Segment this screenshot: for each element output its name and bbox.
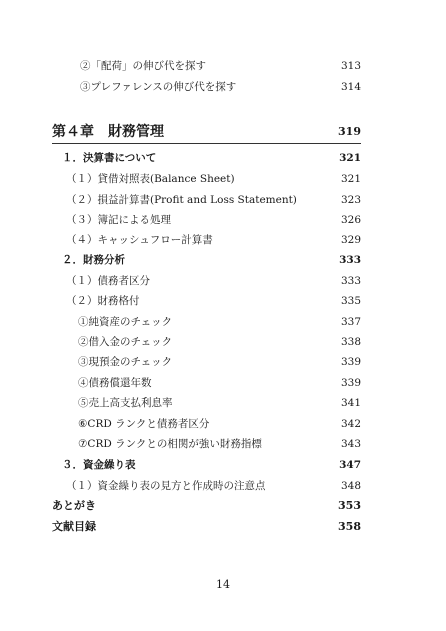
toc-entry [0, 394, 446, 412]
toc-entry-title: ③現預金のチェック [78, 356, 173, 368]
toc-entry [0, 272, 446, 290]
toc-entry-title: （１）債務者区分 [66, 275, 150, 287]
toc-entry-page: 341 [340, 397, 361, 409]
toc-entry-title: ②「配荷」の伸び代を探す [80, 60, 206, 72]
toc-entry [0, 313, 446, 331]
toc-entry [0, 78, 446, 96]
toc-entry-page: 358 [338, 520, 361, 533]
toc-entry [0, 415, 446, 433]
chapter-page: 319 [338, 125, 361, 138]
toc-entry-title: ⑦CRD ランクとの相関が強い財務指標 [78, 438, 262, 450]
toc-entry-page: 329 [340, 234, 361, 246]
toc-entry-title: ②借入金のチェック [78, 336, 173, 348]
toc-entry-title: ①純資産のチェック [78, 316, 173, 328]
toc-entry-title: 文献目録 [52, 520, 96, 533]
toc-entry-page: 353 [338, 499, 361, 512]
toc-entry-page: 313 [340, 60, 361, 72]
toc-section [0, 497, 446, 515]
toc-entry-title: （１）貸借対照表(Balance Sheet) [66, 173, 235, 185]
page-number: 14 [216, 578, 230, 591]
toc-entry [0, 191, 446, 209]
toc-section [0, 251, 446, 269]
toc-entry [0, 374, 446, 392]
toc-entry [0, 292, 446, 310]
toc-entry-page: 343 [340, 438, 361, 450]
toc-entry [0, 333, 446, 351]
toc-entry-title: （１）資金繰り表の見方と作成時の注意点 [66, 480, 266, 492]
toc-section [0, 456, 446, 474]
toc-entry-page: 314 [340, 81, 361, 93]
toc-entry-page: 339 [340, 377, 361, 389]
toc-entry [0, 353, 446, 371]
toc-entry-title: （３）簿記による処理 [66, 214, 171, 226]
toc-entry [0, 435, 446, 453]
toc-entry-title: ３．資金繰り表 [62, 459, 136, 471]
toc-entry [0, 477, 446, 495]
toc-entry-page: 326 [340, 214, 361, 226]
toc-entry-page: 333 [339, 254, 361, 266]
toc-entry-title: （２）財務格付 [66, 295, 140, 307]
toc-entry-page: 337 [340, 316, 361, 328]
toc-entry-page: 333 [340, 275, 361, 287]
toc-entry-page: 347 [339, 459, 361, 471]
chapter-title: 第４章 財務管理 [52, 124, 164, 140]
toc-entry-title: ⑤売上高支払利息率 [78, 397, 173, 409]
toc-entry [0, 231, 446, 249]
toc-entry-page: 323 [340, 194, 361, 206]
toc-entry-title: ２．財務分析 [62, 254, 125, 266]
toc-entry-page: 348 [340, 480, 361, 492]
toc-entry-page: 321 [340, 173, 361, 185]
toc-entry-title: ⑥CRD ランクと債務者区分 [78, 418, 210, 430]
toc-entry [0, 57, 446, 75]
toc-entry [0, 211, 446, 229]
toc-entry-page: 342 [340, 418, 361, 430]
toc-entry-page: 339 [340, 356, 361, 368]
toc-entry-title: ④債務償還年数 [78, 377, 152, 389]
toc-entry-page: 321 [339, 152, 361, 164]
chapter-underline [52, 143, 361, 144]
toc-entry-title: （２）損益計算書(Profit and Loss Statement) [66, 194, 297, 206]
toc-entry-title: １．決算書について [62, 152, 157, 164]
chapter-heading [0, 121, 446, 143]
toc-entry-title: ③プレファレンスの伸び代を探す [80, 81, 237, 93]
toc-entry [0, 170, 446, 188]
toc-entry-title: あとがき [52, 499, 96, 512]
toc-section [0, 518, 446, 536]
toc-entry-title: （４）キャッシュフロー計算書 [66, 234, 213, 246]
toc-section [0, 149, 446, 167]
toc-entry-page: 338 [340, 336, 361, 348]
toc-entry-page: 335 [340, 295, 361, 307]
